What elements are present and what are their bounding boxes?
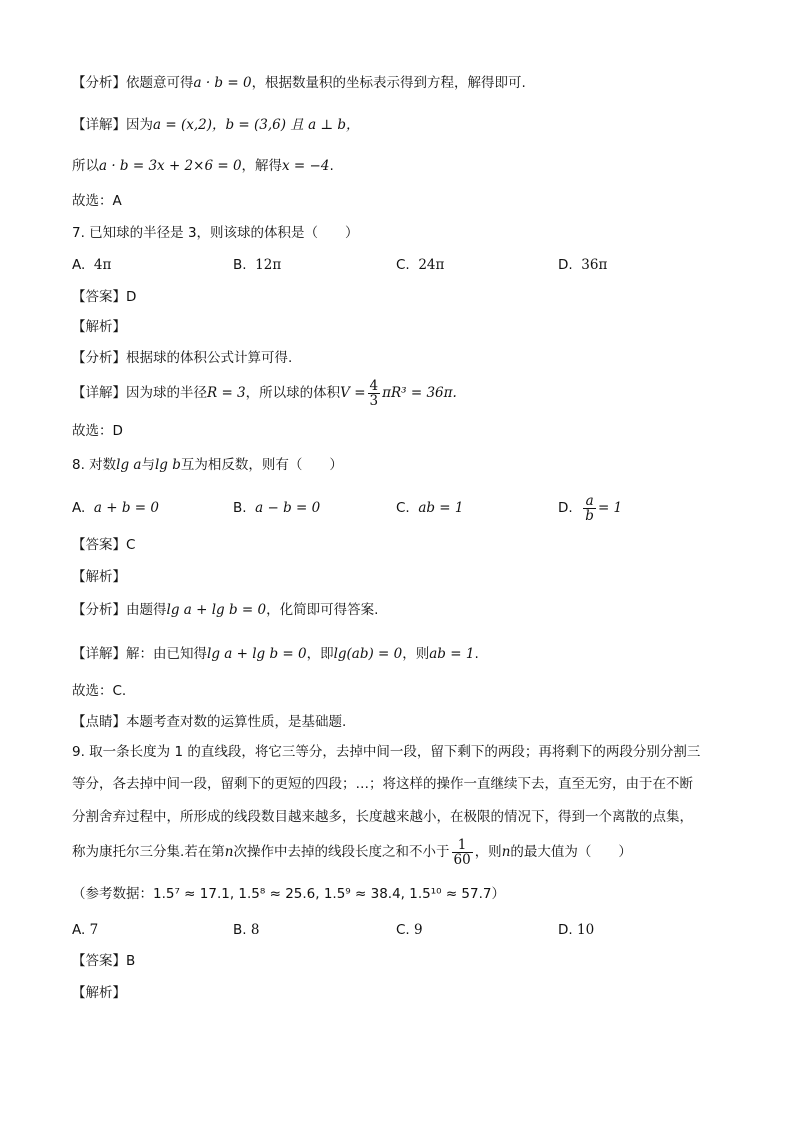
- q6-analysis-formula: a · b = 0: [193, 75, 252, 91]
- q9-stem-line3: 分割舍弃过程中，所形成的线段数目越来越多，长度越来越小，在极限的情况下，得到一个离散的点集，: [72, 809, 693, 825]
- q7-option-a: A. 4π: [72, 257, 112, 273]
- q6-analysis: 【分析】依题意可得a · b = 0，根据数量积的坐标表示得到方程，解得即可.: [72, 75, 526, 91]
- q6-so-formula: a · b = 3x + 2×6 = 0: [99, 158, 242, 174]
- q8-answer: 【答案】C: [72, 537, 136, 553]
- q8-detail: 【详解】解：由已知得lg a + lg b = 0，即lg(ab) = 0，则ab = 1.: [72, 646, 479, 662]
- q7-option-d: D. 36π: [558, 257, 608, 273]
- q9-jiexi: 【解析】: [72, 985, 126, 1001]
- q8-choose: 故选：C.: [72, 683, 127, 699]
- q6-choose: 故选：A: [72, 193, 122, 209]
- q9-stem-line4: 称为康托尔三分集.若在第n次操作中去掉的线段长度之和不小于 $\frac{1}{60}$ ，则n的最大值为（ ）: [72, 836, 632, 868]
- q8-comment: 【点睛】本题考查对数的运算性质，是基础题.: [72, 714, 347, 730]
- q9-option-c: C. 9: [396, 922, 423, 938]
- q7-answer: 【答案】D: [72, 289, 137, 305]
- q7-fraction: $\frac{4}{3}$: [369, 377, 379, 409]
- q8-option-b: B. a − b = 0: [233, 500, 321, 516]
- q7-detail: 【详解】因为球的半径R = 3，所以球的体积V = $\frac{4}{3}$ πR³ = 36π.: [72, 377, 457, 409]
- analysis-tag: 【分析】: [72, 75, 126, 91]
- q7-option-b: B. 12π: [233, 257, 282, 273]
- q8-analysis: 【分析】由题得lg a + lg b = 0，化简即可得答案.: [72, 602, 379, 618]
- q6-so: 所以a · b = 3x + 2×6 = 0，解得x = −4.: [72, 158, 334, 174]
- q9-stem-line1: 9. 取一条长度为 1 的直线段，将它三等分，去掉中间一段，留下剩下的两段；再将剩下的两段分别分割三: [72, 744, 701, 760]
- q7-jiexi: 【解析】: [72, 319, 126, 335]
- q7-analysis: 【分析】根据球的体积公式计算可得.: [72, 350, 293, 366]
- detail-tag: 【详解】: [72, 117, 126, 133]
- q9-reference-data: （参考数据：1.5⁷ ≈ 17.1, 1.5⁸ ≈ 25.6, 1.5⁹ ≈ 38.4, 1.5¹⁰ ≈ 57.7）: [72, 886, 505, 902]
- q6-detail-formula: a = (x,2)，b = (3,6) 且 a ⊥ b，: [153, 117, 360, 133]
- q6-so-result: x = −4: [282, 158, 330, 174]
- q9-stem-line2: 等分，各去掉中间一段，留剩下的更短的四段；…；将这样的操作一直继续下去，直至无穷，由于在不断: [72, 776, 693, 792]
- q9-option-a: A. 7: [72, 922, 99, 938]
- q8-option-a: A. a + b = 0: [72, 500, 159, 516]
- q8-option-d-fraction: $\frac{a}{b}$: [585, 492, 594, 524]
- q6-detail: 【详解】因为a = (x,2)，b = (3,6) 且 a ⊥ b，: [72, 117, 360, 133]
- q8-stem: 8. 对数lg a与lg b互为相反数，则有（ ）: [72, 457, 343, 473]
- q8-option-d: D. $\frac{a}{b}$ = 1: [558, 492, 623, 524]
- q9-answer: 【答案】B: [72, 953, 136, 969]
- q7-option-c: C. 24π: [396, 257, 445, 273]
- q9-option-d: D. 10: [558, 922, 595, 938]
- q8-jiexi: 【解析】: [72, 569, 126, 585]
- q9-fraction: $\frac{1}{60}$: [453, 836, 471, 868]
- q8-option-c: C. ab = 1: [396, 500, 464, 516]
- q7-stem: 7. 已知球的半径是 3，则该球的体积是（ ）: [72, 225, 359, 241]
- q9-option-b: B. 8: [233, 922, 260, 938]
- q7-choose: 故选：D: [72, 423, 123, 439]
